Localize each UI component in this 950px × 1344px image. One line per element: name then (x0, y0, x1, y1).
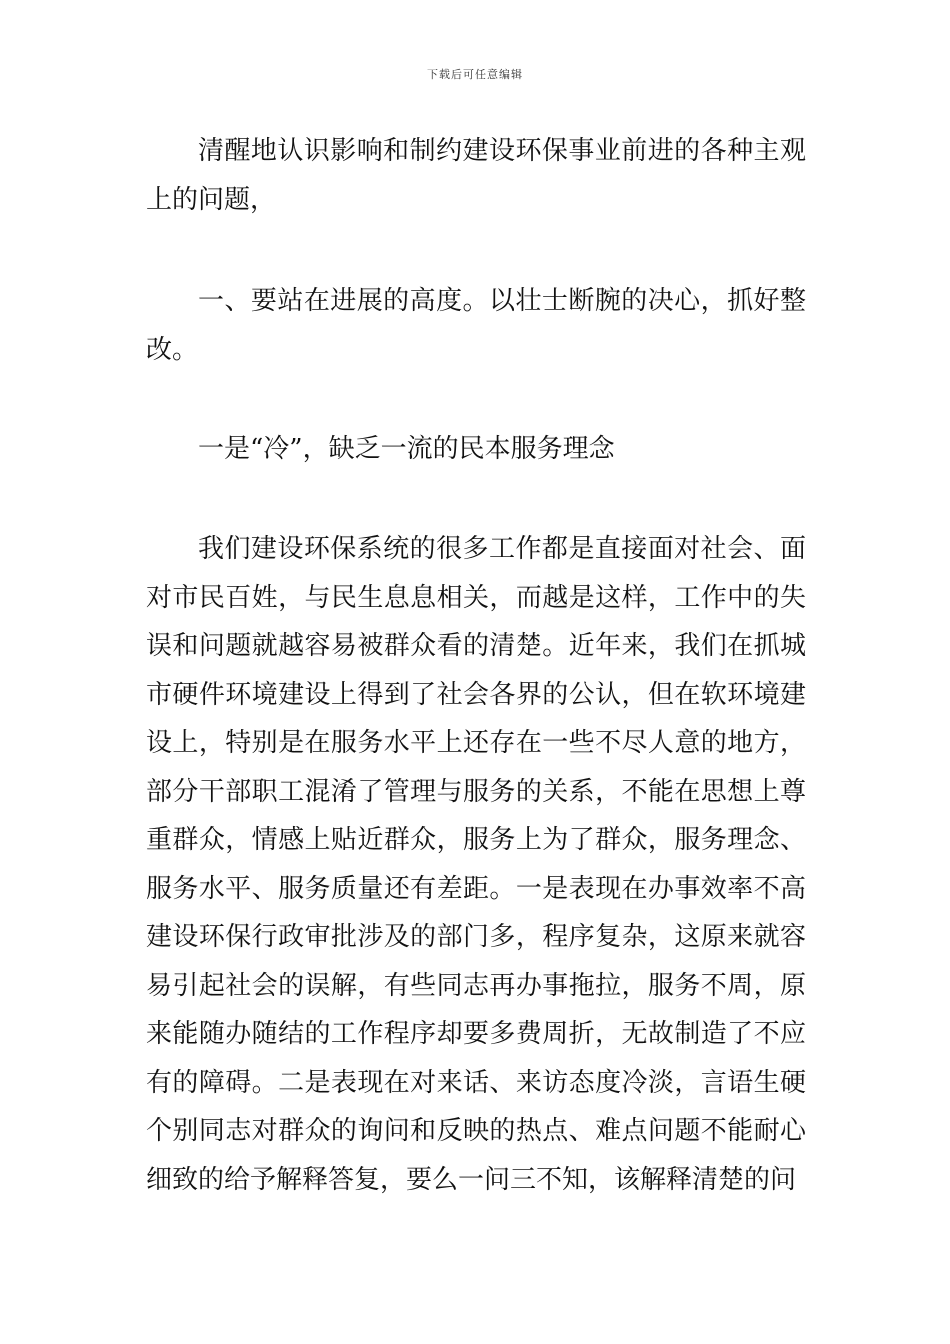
paragraph-block (146, 277, 806, 374)
subsection-heading: 一是“冷”，缺乏一流的民本服务理念 (198, 434, 615, 464)
paragraph-block (146, 127, 806, 224)
paragraph-block (146, 525, 806, 1204)
paragraph: 清醒地认识影响和制约建设环保事业前进的各种主观上的问题， (146, 136, 806, 215)
paragraph-block (146, 425, 806, 474)
section-heading: 一、要站在进展的高度。以壮士断腕的决心，抓好整改。 (146, 286, 806, 365)
header-note: 下载后可任意编辑 (427, 68, 523, 81)
paragraph: 我们建设环保系统的很多工作都是直接面对社会、面对市民百姓，与民生息息相关，而越是这样，工作中的失误和问题就越容易被群众看的清楚。近年来，我们在抓城市硬件环境建设上得到了社会各界的公认，但在软环境建设上，特别是在服务水平上还存在一些不尽人意的地方，部分干部职工混淆了管理与服务的关系，不能在思想上尊重群众，情感上贴近群众，服务上为了群众，服务理念、服务水平、服务质量还有差距。一是表现在办事效率不高建设环保行政审批涉及的部门多，程序复杂，这原来就容易引起社会的误解，有些同志再办事拖拉，服务不周，原来能随办随结的工作程序却要多费周折，无故制造了不应有的障碍。二是表现在对来话、来访态度冷淡，言语生硬个别同志对群众的询问和反映的热点、难点问题不能耐心细致的给予解释答复，要么一问三不知，该解释清楚的问 (146, 534, 806, 1195)
